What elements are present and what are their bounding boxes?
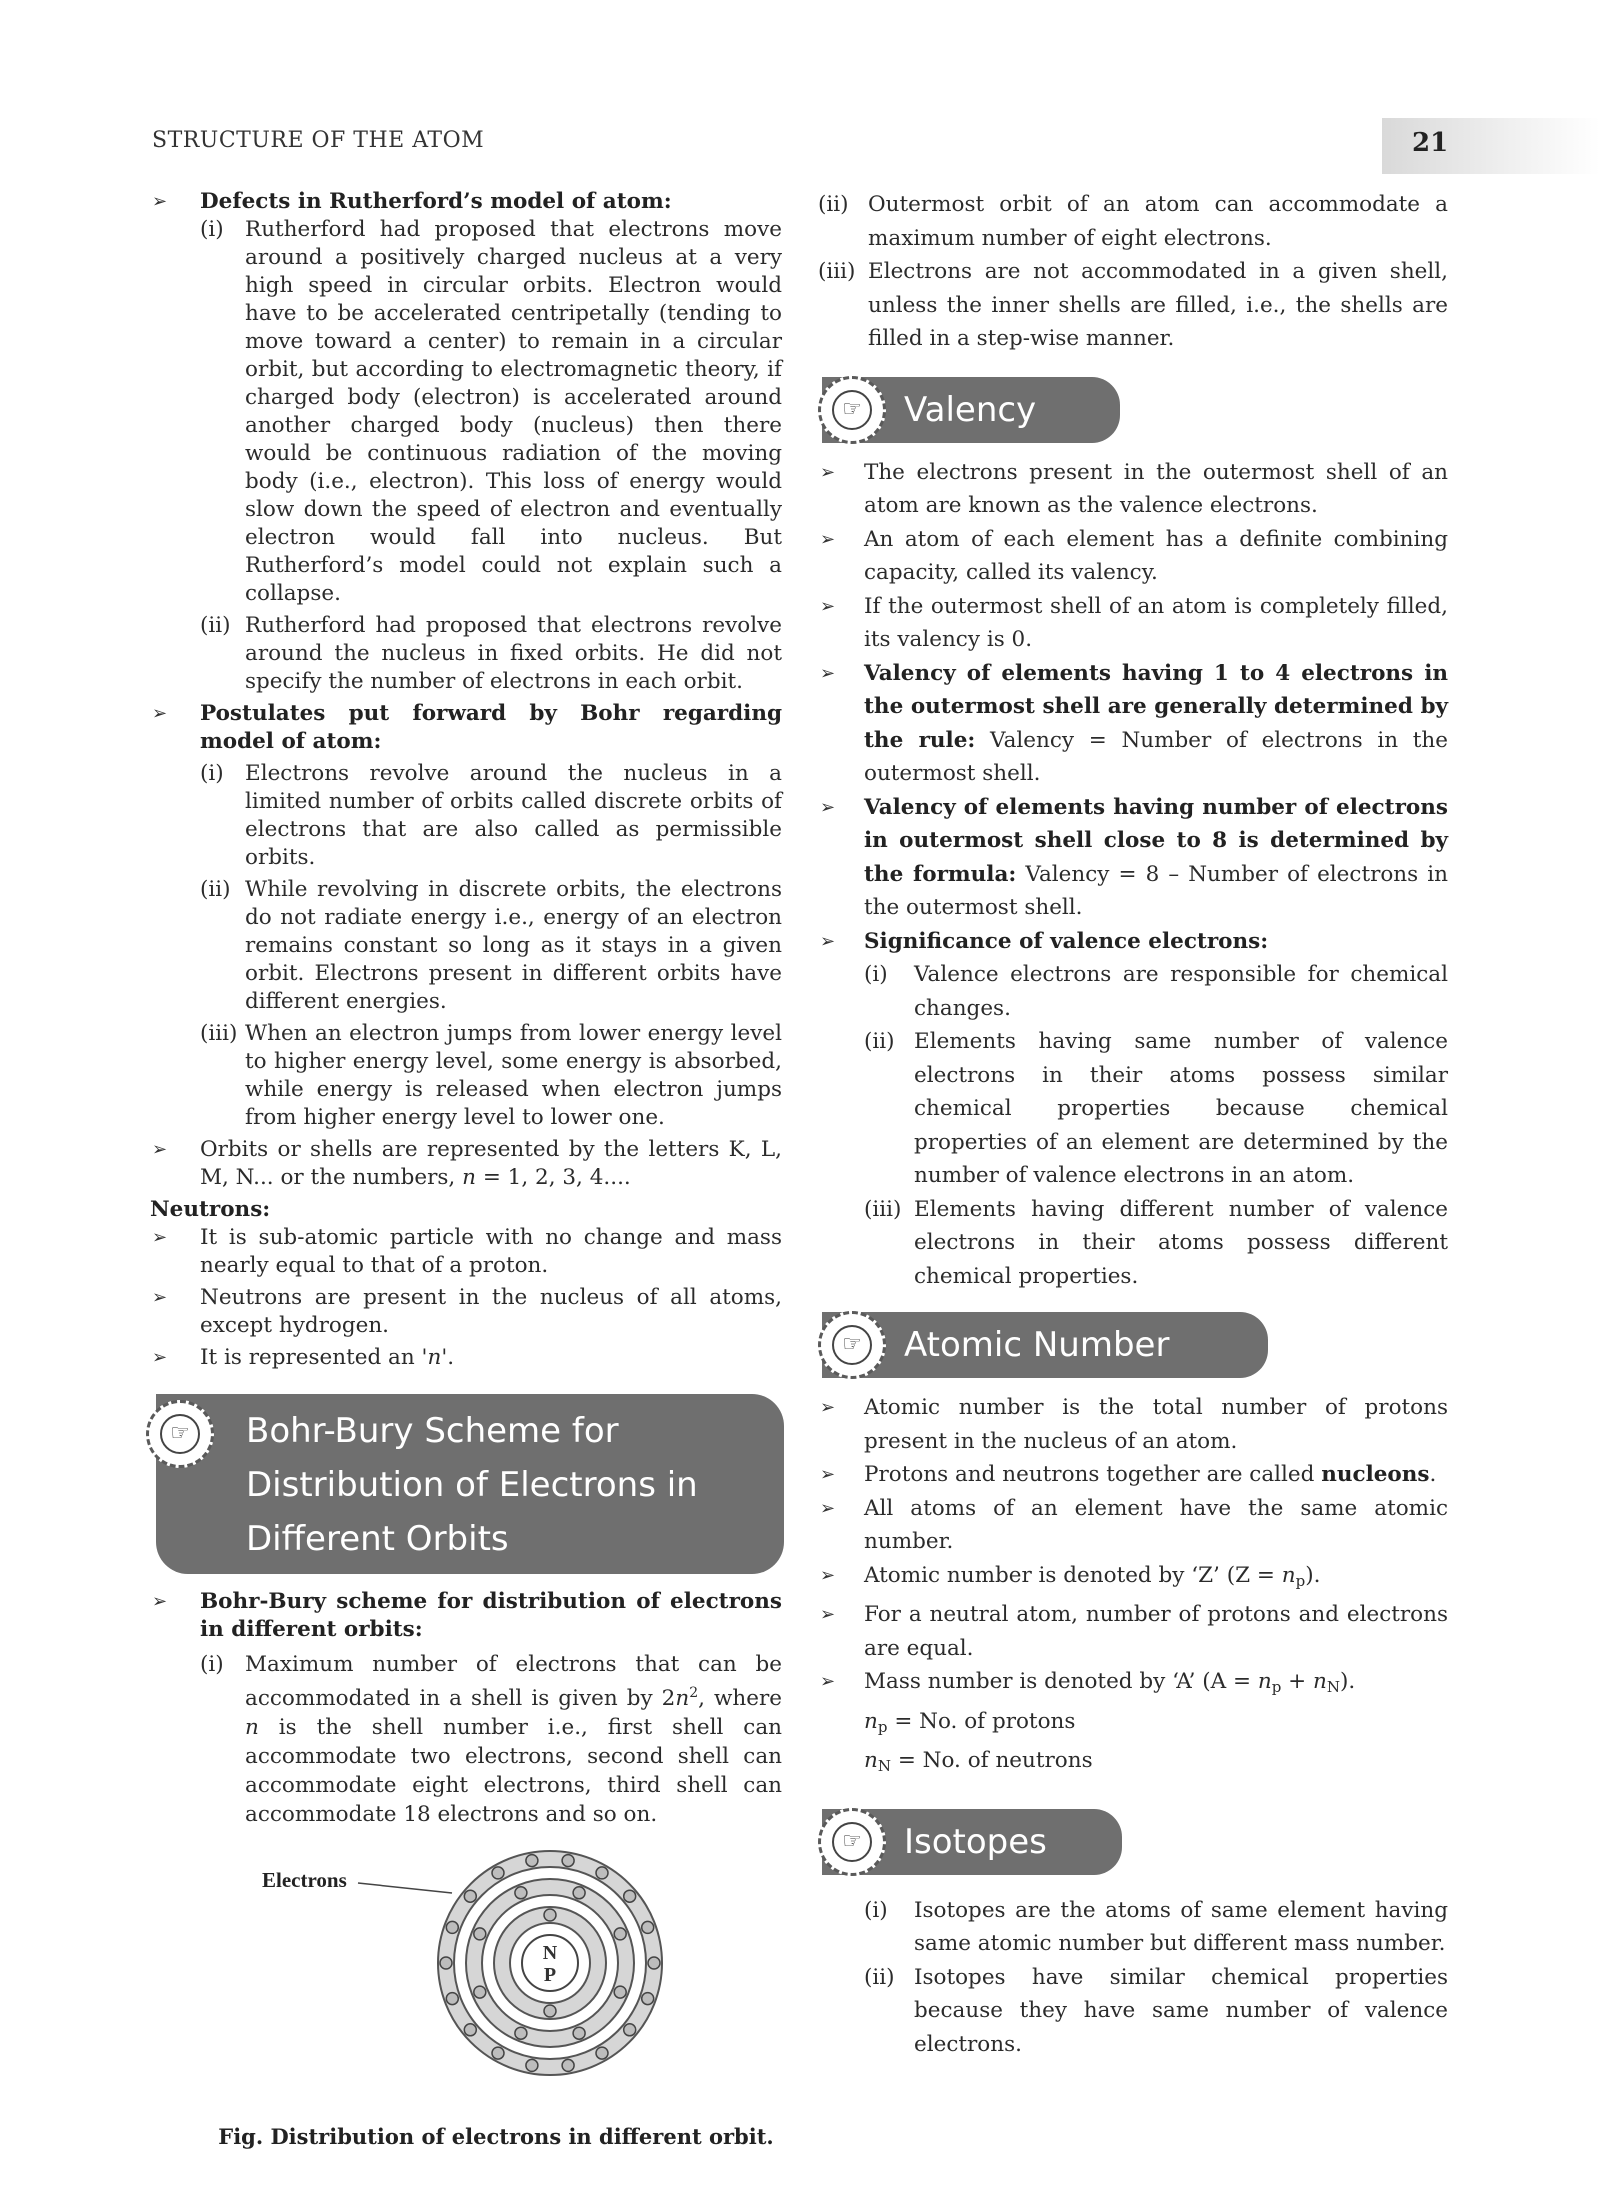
hand-pointer-icon: ☞: [818, 376, 886, 444]
nucleons-term: nucleons: [1321, 1462, 1430, 1487]
item-number: (iii): [200, 1021, 238, 1046]
electron-dot: [492, 1867, 504, 1879]
heading-pill: Isotopes: [822, 1809, 1122, 1875]
item-number: (i): [200, 1652, 224, 1677]
electron-dot: [440, 1957, 452, 1969]
symbol-subscript: N: [1326, 1678, 1340, 1696]
list-item: [818, 590, 1448, 657]
list-item: [818, 1559, 1448, 1599]
left-column: [150, 188, 782, 2151]
electron-dot: [544, 1909, 556, 1921]
electron-dot: [474, 1928, 486, 1940]
item-text: The electrons present in the outermost shell of an atom are known as the valence electrons.: [864, 459, 1448, 518]
electron-dot: [446, 1921, 458, 1933]
list-item: [818, 1894, 1448, 1961]
electron-dot: [642, 1993, 654, 2005]
item-text: While revolving in discrete orbits, the electrons do not radiate energy i.e., energy of an electron remains constant so long as it stays in a given orbit. Electrons present in different orbits have different energies.: [245, 877, 782, 1014]
item-number: (i): [200, 761, 224, 786]
defects-title: Defects in Rutherford’s model of atom:: [200, 189, 672, 214]
list-item: [818, 1391, 1448, 1458]
item-number: (iii): [818, 259, 856, 284]
formula-exponent: 2: [689, 1685, 699, 1701]
list-item: [150, 700, 782, 756]
item-text: ).: [1305, 1562, 1321, 1588]
atom-diagram: [150, 1843, 782, 2093]
item-text: Rutherford had proposed that electrons move around a positively charged nucleus at a very high speed in circular orbits. Electron would have to be accelerated centripetally (tending to move toward a center) to remain in a circular orbit, but according to electromagnetic theory, if charged body (electron) is accelerated around another charged body (nucleus) then there would be continuous radiation of the moving body (i.e., electron). This loss of energy would slow down the speed of electron and eventually electron would fall into nucleus. But Rutherford’s model could not explain such a collapse.: [245, 217, 782, 606]
electron-dot: [492, 2047, 504, 2059]
electron-dot: [614, 1928, 626, 1940]
formula-n: n: [675, 1686, 690, 1711]
electron-dot: [544, 2005, 556, 2017]
electron-dot: [642, 1921, 654, 1933]
section-heading-valency: [818, 374, 1448, 448]
item-text: An atom of each element has a definite combining capacity, called its valency.: [864, 526, 1448, 585]
item-text: Maximum number of electrons that can be accommodated in a shell is given by 2: [245, 1652, 782, 1711]
item-text: Rutherford had proposed that electrons revolve around the nucleus in fixed orbits. He did not specify the number of electrons in each orbit.: [245, 613, 782, 694]
figure-caption: Fig. Distribution of electrons in different orbit.: [218, 2124, 774, 2149]
hand-pointer-icon: ☞: [818, 1311, 886, 1379]
list-item: [150, 1224, 782, 1280]
list-item: [150, 1020, 782, 1132]
electron-dot: [562, 2059, 574, 2071]
item-text: Elements having different number of valence electrons in their atoms possess different chemical properties.: [914, 1196, 1448, 1289]
symbol-subscript: p: [1271, 1678, 1282, 1696]
item-text: Electrons are not accommodated in a given shell, unless the inner shells are filled, i.e., the shells are filled in a step-wise manner.: [868, 259, 1448, 351]
item-text: When an electron jumps from lower energy level to higher energy level, some energy is absorbed, while energy is released when electron jumps from higher energy level to lower one.: [245, 1021, 782, 1130]
heading-line: Distribution of Electrons in: [246, 1465, 698, 1505]
electron-dot: [596, 1867, 608, 1879]
electron-dot: [464, 2024, 476, 2036]
electron-dot: [573, 1887, 585, 1899]
list-item: [818, 925, 1448, 959]
orbits-text: Orbits or shells are represented by the letters K, L, M, N... or the numbers,: [200, 1137, 782, 1190]
item-number: (i): [864, 1897, 888, 1923]
electron-dot: [624, 2024, 636, 2036]
atom-figure: [150, 1843, 782, 2093]
bohr-bury-title: Bohr-Bury scheme for distribution of electrons in different orbits:: [200, 1589, 782, 1642]
plus-sign: +: [1288, 1669, 1307, 1694]
item-text: Mass number is denoted by ‘A’ (A =: [864, 1669, 1251, 1694]
item-text: Electrons revolve around the nucleus in a limited number of orbits called discrete orbits of electrons that are also called as permissible orbits.: [245, 761, 782, 870]
item-number: (ii): [818, 192, 849, 217]
electron-dot: [474, 1986, 486, 1998]
electron-dot: [515, 1887, 527, 1899]
list-item: [818, 188, 1448, 255]
hand-pointer-icon: ☞: [146, 1400, 214, 1468]
section-heading-bohr-bury: [150, 1394, 782, 1574]
item-text: All atoms of an element have the same atomic number.: [864, 1495, 1448, 1554]
list-item: [818, 1458, 1448, 1492]
electron-dot: [596, 2047, 608, 2059]
item-text: Isotopes have similar chemical properties because they have same number of valence electrons.: [914, 1964, 1448, 2057]
electron-dot: [515, 2027, 527, 2039]
item-number: (ii): [864, 1029, 895, 1054]
item-number: (i): [200, 217, 224, 242]
list-item: [150, 1136, 782, 1192]
heading-pill: Valency: [822, 377, 1120, 443]
electron-dot: [624, 1890, 636, 1902]
symbol-n: n: [1257, 1669, 1272, 1694]
section-heading-atomic-number: [818, 1309, 1448, 1383]
item-text: Neutrons are present in the nucleus of all atoms, except hydrogen.: [200, 1285, 782, 1338]
list-item: [150, 216, 782, 608]
formula-n: n: [245, 1715, 259, 1740]
list-item: [818, 523, 1448, 590]
neutron-symbol-text: It is represented an ': [200, 1345, 428, 1370]
list-item: [818, 1025, 1448, 1193]
symbol-subscript: p: [1295, 1571, 1306, 1590]
item-text: Outermost orbit of an atom can accommodate a maximum number of eight electrons.: [868, 192, 1448, 251]
nucleus-n: N: [542, 1942, 558, 1964]
list-item: [150, 1650, 782, 1829]
list-item: [818, 1193, 1448, 1294]
heading-line: Bohr-Bury Scheme for: [246, 1411, 619, 1451]
list-item: [818, 1665, 1448, 1705]
list-item: [818, 456, 1448, 523]
electron-dot: [648, 1957, 660, 1969]
item-text: is the shell number i.e., first shell can accommodate two electrons, second shell can accommodate eight electrons, third shell can accommodate 18 electrons and so on.: [245, 1715, 782, 1827]
list-item: [818, 1598, 1448, 1665]
electron-dot: [526, 2059, 538, 2071]
heading-pill: Atomic Number: [822, 1312, 1268, 1378]
running-head: STRUCTURE OF THE ATOM: [152, 128, 485, 153]
item-text: Atomic number is denoted by ‘Z’ (Z =: [864, 1562, 1275, 1588]
item-text: Elements having same number of valence electrons in their atoms possess similar chemical properties because chemical properties of an element are determined by the number of valence electrons in an atom.: [914, 1029, 1448, 1188]
list-item: [150, 1344, 782, 1372]
electron-dot: [446, 1993, 458, 2005]
section-heading-isotopes: [818, 1806, 1448, 1880]
item-number: (ii): [200, 877, 231, 902]
list-item: [818, 958, 1448, 1025]
symbol-n: n: [1281, 1562, 1296, 1588]
item-text: ).: [1340, 1669, 1356, 1694]
electron-dot: [614, 1986, 626, 1998]
list-item: [150, 876, 782, 1016]
item-text: Atomic number is the total number of protons present in the nucleus of an atom.: [864, 1395, 1448, 1454]
electrons-pointer: [358, 1883, 452, 1893]
electron-dot: [464, 1890, 476, 1902]
item-text: It is sub-atomic particle with no change and mass nearly equal to that of a proton.: [200, 1225, 782, 1278]
orbits-values: = 1, 2, 3, 4....: [482, 1165, 631, 1190]
item-number: (ii): [864, 1964, 895, 1990]
list-item: [150, 1284, 782, 1340]
item-text: For a neutral atom, number of protons and electrons are equal.: [864, 1602, 1448, 1661]
list-item: [150, 188, 782, 216]
list-item: [818, 1961, 1448, 2062]
page-number: 21: [1412, 128, 1449, 158]
list-item: [818, 1492, 1448, 1559]
item-text: , where: [698, 1686, 782, 1711]
list-item: [150, 1588, 782, 1644]
neutron-symbol: n: [427, 1345, 442, 1370]
list-item: [150, 612, 782, 696]
item-number: (i): [864, 962, 888, 987]
symbol-n: n: [1313, 1669, 1327, 1694]
list-item: [818, 657, 1448, 791]
list-item: [818, 255, 1448, 356]
item-text: If the outermost shell of an atom is completely filled, its valency is 0.: [864, 593, 1448, 652]
right-column: [818, 188, 1448, 2061]
formula-title: Valency of elements having number of electrons in outermost shell close to 8 is determined by the formula:: [864, 794, 1448, 887]
formula-text: Valency = 8 – Number of electrons in the outermost shell.: [864, 861, 1448, 920]
item-text: Valence electrons are responsible for chemical changes.: [914, 962, 1448, 1021]
protons-def: $n_p = No$. of protons: [864, 1708, 1076, 1736]
item-text: Protons and neutrons together are called: [864, 1462, 1315, 1487]
list-item: [150, 760, 782, 872]
neutron-symbol-end: '.: [441, 1345, 455, 1370]
item-text: Isotopes are the atoms of same element having same atomic number but different mass number.: [914, 1897, 1448, 1956]
significance-title: Significance of valence electrons:: [864, 928, 1269, 954]
orbits-n: n: [462, 1165, 476, 1190]
heading-line: Different Orbits: [246, 1519, 509, 1559]
postulates-title: Postulates put forward by Bohr regarding model of atom:: [200, 701, 782, 754]
electron-dot: [573, 2027, 585, 2039]
item-number: (ii): [200, 613, 231, 638]
heading-pill: [156, 1394, 784, 1574]
electron-dot: [562, 1855, 574, 1867]
hand-pointer-icon: ☞: [818, 1808, 886, 1876]
list-item: [818, 791, 1448, 925]
rule-text: Valency = Number of electrons in the outermost shell.: [864, 727, 1449, 786]
item-text: .: [1429, 1462, 1437, 1487]
electrons-label: Electrons: [262, 1868, 347, 1892]
nucleus-p: P: [543, 1964, 557, 1986]
page-number-box: [1382, 118, 1600, 174]
neutrons-title: Neutrons:: [150, 1197, 271, 1222]
electron-dot: [526, 1855, 538, 1867]
item-number: (iii): [864, 1196, 902, 1222]
rule-title: Valency of elements having 1 to 4 electrons in the outermost shell are generally determined by the rule:: [864, 660, 1448, 753]
neutrons-def: $n_N = No$. of neutrons: [864, 1748, 1093, 1775]
